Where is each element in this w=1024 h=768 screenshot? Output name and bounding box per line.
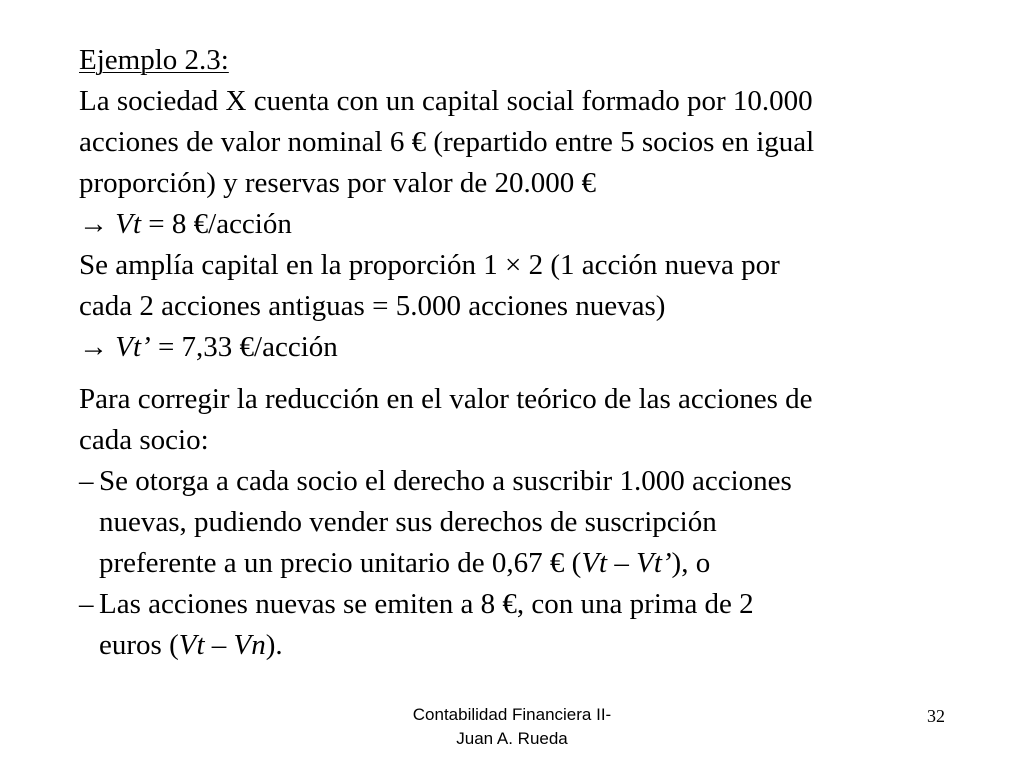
variable-vt-prime: Vt’ xyxy=(636,547,672,579)
bullet-2-line-2 xyxy=(79,625,959,666)
ampliacion-line-2: cada 2 acciones antiguas = 5.000 acciones nuevas) xyxy=(79,290,666,322)
bullet-2 xyxy=(79,584,959,625)
variable-vt-prime: Vt’ xyxy=(115,331,151,363)
bullet-1-line-3 xyxy=(79,543,959,584)
intro-line-3: proporción) y reservas por valor de 20.000 € xyxy=(79,167,597,199)
bullet-2-line-1: Las acciones nuevas se emiten a 8 €, con una prima de 2 xyxy=(99,588,754,620)
minus-sign: – xyxy=(204,629,234,661)
page-number: 32 xyxy=(927,706,945,726)
variable-vt: Vt xyxy=(581,547,608,579)
arrow-icon: → xyxy=(79,208,108,240)
minus-sign: – xyxy=(607,547,637,579)
slide-body xyxy=(79,40,959,666)
intro-line-1: La sociedad X cuenta con un capital social formado por 10.000 xyxy=(79,85,813,117)
dash-bullet-icon: – xyxy=(79,588,94,620)
bullet-2-line-2-end: ). xyxy=(265,629,283,661)
variable-vt: Vt xyxy=(178,629,205,661)
result-vt xyxy=(79,204,959,245)
slide-title: Ejemplo 2.3: xyxy=(79,44,229,76)
arrow-icon: → xyxy=(79,331,108,363)
bullet-1-line-3-end: ), o xyxy=(671,547,711,579)
correccion-line-1: Para corregir la reducción en el valor teórico de las acciones de xyxy=(79,383,813,415)
bullet-1 xyxy=(79,461,959,502)
footer-author: Juan A. Rueda xyxy=(456,729,568,748)
result-vt-prime-value: = 7,33 €/acción xyxy=(150,331,338,363)
result-vt-value: = 8 €/acción xyxy=(141,208,292,240)
variable-vt: Vt xyxy=(115,208,142,240)
dash-bullet-icon: – xyxy=(79,465,94,497)
bullet-1-line-2: nuevas, pudiendo vender sus derechos de suscripción xyxy=(99,506,717,538)
paragraph-gap xyxy=(79,368,959,379)
result-vt-prime xyxy=(79,327,959,368)
variable-vn: Vn xyxy=(233,629,266,661)
ampliacion-line-1: Se amplía capital en la proporción 1 × 2 (1 acción nueva por xyxy=(79,249,780,281)
footer-course: Contabilidad Financiera II- xyxy=(412,705,612,724)
bullet-1-line-1: Se otorga a cada socio el derecho a suscribir 1.000 acciones xyxy=(99,465,792,497)
slide-footer xyxy=(0,703,1024,751)
bullet-2-line-2-text: euros ( xyxy=(99,629,179,661)
correccion-line-2: cada socio: xyxy=(79,424,209,456)
intro-line-2: acciones de valor nominal 6 € (repartido entre 5 socios en igual xyxy=(79,126,815,158)
bullet-1-line-3-text: preferente a un precio unitario de 0,67 € ( xyxy=(99,547,582,579)
